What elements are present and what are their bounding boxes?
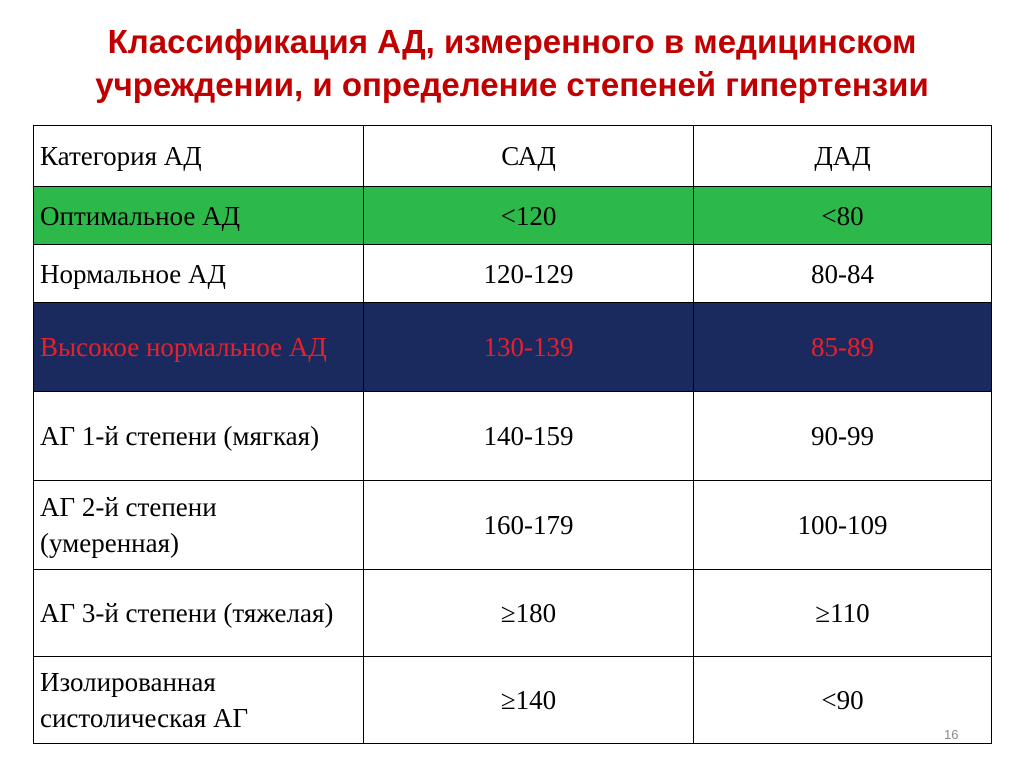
row-dad: ≥110: [694, 570, 992, 657]
table-row-ag-grade-1: [34, 392, 992, 481]
slide-title-line-1: Классификация АД, измеренного в медицинском: [107, 23, 917, 60]
table-header-row: [34, 126, 992, 187]
table-row-high-normal: [34, 303, 992, 392]
row-category: Оптимальное АД: [34, 187, 364, 245]
row-sad: 160-179: [364, 481, 694, 570]
row-category: Высокое нормальное АД: [34, 303, 364, 392]
row-category: Нормальное АД: [34, 245, 364, 303]
table-row-ag-grade-3: [34, 570, 992, 657]
row-dad: 80-84: [694, 245, 992, 303]
row-sad: ≥180: [364, 570, 694, 657]
slide-title: [0, 20, 1024, 106]
row-sad: 140-159: [364, 392, 694, 481]
table-row-isolated-systolic: [34, 657, 992, 744]
table-row-normal: [34, 245, 992, 303]
row-dad: <90: [694, 657, 992, 744]
row-dad: 85-89: [694, 303, 992, 392]
row-sad: <120: [364, 187, 694, 245]
row-dad: <80: [694, 187, 992, 245]
table-row-optimal: [34, 187, 992, 245]
header-sad: САД: [364, 126, 694, 187]
slide-title-line-2: учреждении, и определение степеней гипертензии: [95, 66, 929, 103]
row-sad: ≥140: [364, 657, 694, 744]
blood-pressure-classification-table: [33, 125, 992, 744]
row-sad: 130-139: [364, 303, 694, 392]
table-row-ag-grade-2: [34, 481, 992, 570]
row-category: АГ 2-й степени (умеренная): [34, 481, 364, 570]
row-sad: 120-129: [364, 245, 694, 303]
row-dad: 100-109: [694, 481, 992, 570]
header-category: Категория АД: [34, 126, 364, 187]
page-number: 16: [944, 727, 959, 742]
row-category: АГ 1-й степени (мягкая): [34, 392, 364, 481]
row-category: АГ 3-й степени (тяжелая): [34, 570, 364, 657]
row-category: Изолированная систолическая АГ: [34, 657, 364, 744]
header-dad: ДАД: [694, 126, 992, 187]
row-dad: 90-99: [694, 392, 992, 481]
